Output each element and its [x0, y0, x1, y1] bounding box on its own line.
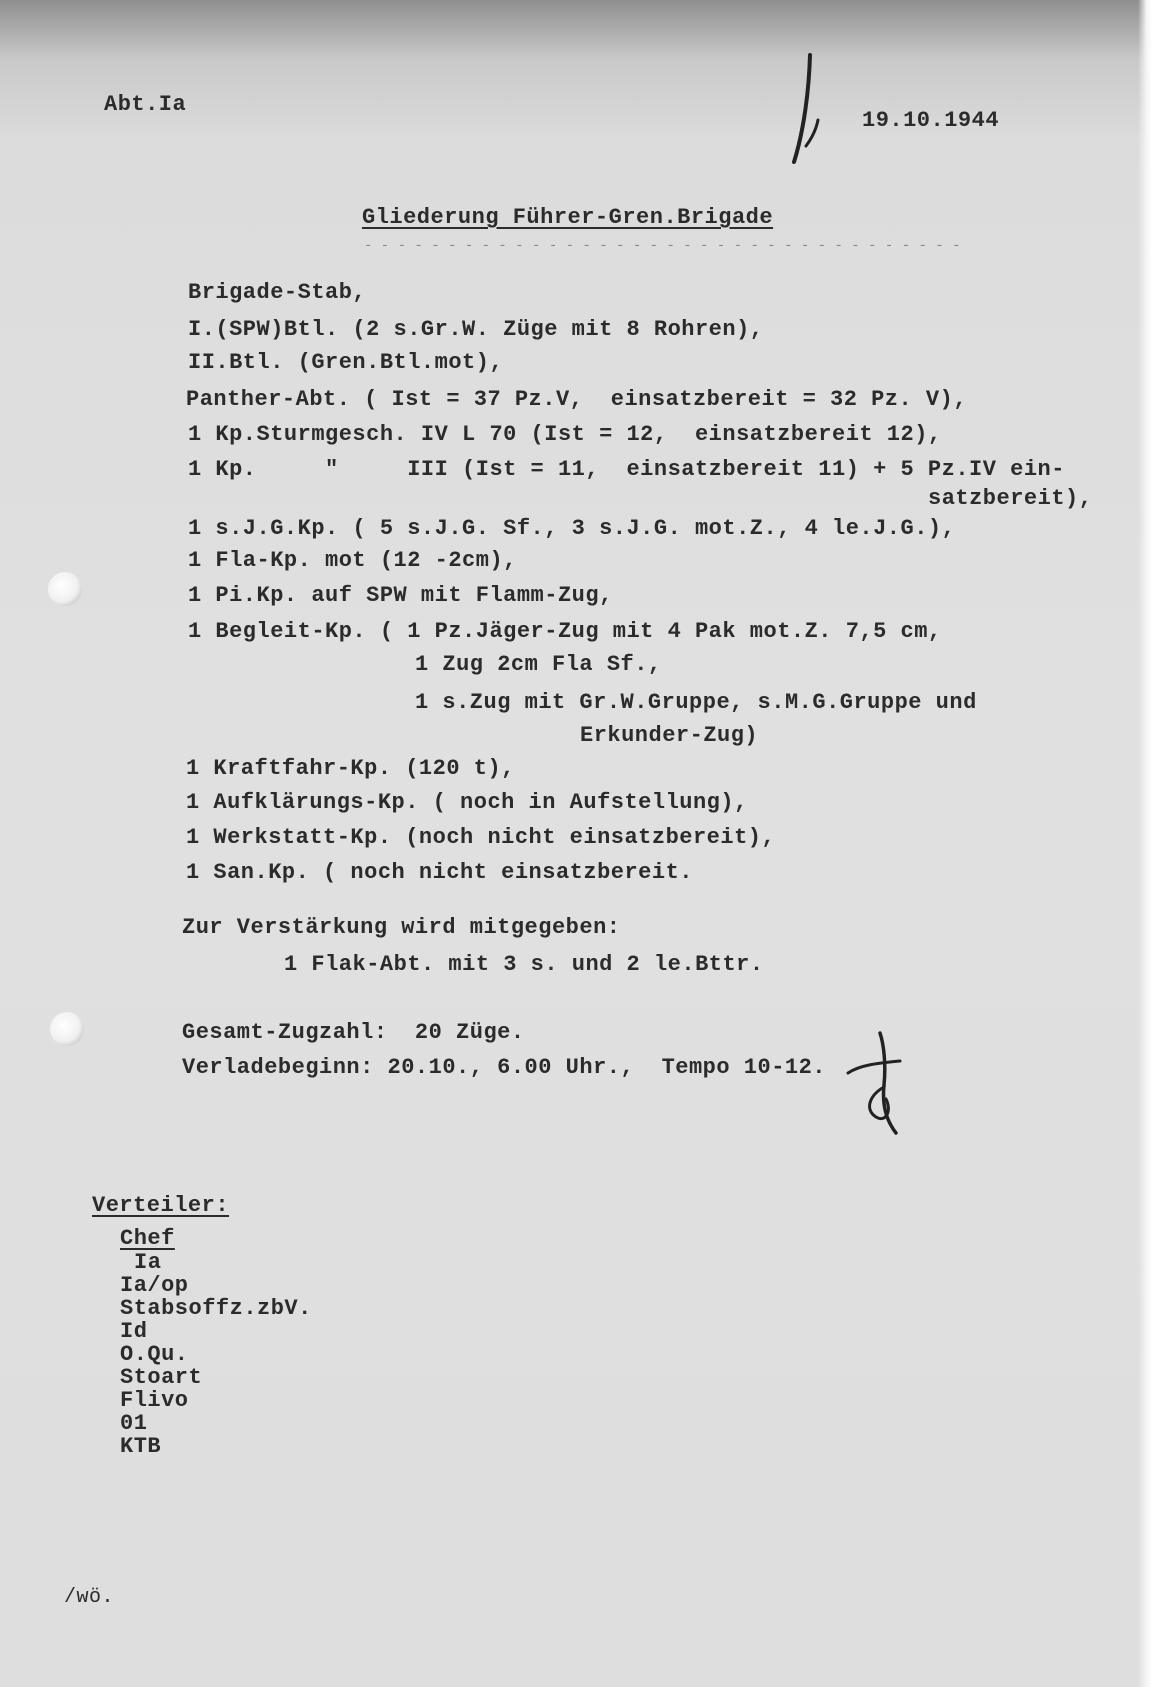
title-dotted-rule: - - - - - - - - - - - - - - - - - - - - - - - - - - - - - - - - - - - -	[364, 238, 961, 254]
distribution-recipient: Stoart	[120, 1365, 203, 1390]
distribution-recipient: Flivo	[120, 1388, 189, 1413]
unit-subline: Erkunder-Zug)	[580, 723, 759, 748]
distribution-recipient: Ia	[134, 1250, 162, 1275]
unit-line: II.Btl. (Gren.Btl.mot),	[188, 350, 504, 375]
distribution-recipient: Stabsoffz.zbV.	[120, 1296, 312, 1321]
distribution-recipient: O.Qu.	[120, 1342, 189, 1367]
loading-start: Verladebeginn: 20.10., 6.00 Uhr., Tempo 10-12.	[182, 1055, 827, 1080]
distribution-heading: Verteiler:	[92, 1193, 230, 1218]
unit-line-continuation: satzbereit),	[928, 486, 1093, 511]
unit-line: 1 Pi.Kp. auf SPW mit Flamm-Zug,	[188, 583, 613, 608]
total-count: Gesamt-Zugzahl: 20 Züge.	[182, 1020, 525, 1045]
punch-hole	[50, 1012, 84, 1046]
page-edge-shadow	[1138, 0, 1152, 1687]
distribution-recipient: Chef	[120, 1226, 175, 1251]
reinforcement-item: 1 Flak-Abt. mit 3 s. und 2 le.Bttr.	[284, 952, 764, 977]
punch-hole	[48, 572, 82, 606]
unit-line: 1 San.Kp. ( noch nicht einsatzbereit.	[186, 860, 693, 885]
unit-line: 1 Fla-Kp. mot (12 -2cm),	[188, 548, 517, 573]
unit-line: 1 Kp. " III (Ist = 11, einsatzbereit 11) + 5 Pz.IV ein-	[188, 457, 1065, 482]
distribution-recipient: KTB	[120, 1434, 162, 1459]
unit-subline: 1 s.Zug mit Gr.W.Gruppe, s.M.G.Gruppe und	[415, 690, 977, 715]
unit-subline: 1 Zug 2cm Fla Sf.,	[415, 652, 662, 677]
document-date: 19.10.1944	[862, 108, 1000, 133]
unit-line: 1 Werkstatt-Kp. (noch nicht einsatzbereit),	[186, 825, 776, 850]
department-label: Abt.Ia	[104, 92, 187, 117]
unit-line: 1 Begleit-Kp. ( 1 Pz.Jäger-Zug mit 4 Pak mot.Z. 7,5 cm,	[188, 619, 942, 644]
reinforcement-intro: Zur Verstärkung wird mitgegeben:	[182, 915, 621, 940]
handwritten-paraph	[840, 1025, 920, 1135]
handwritten-initial-mark	[780, 50, 840, 170]
unit-line: 1 s.J.G.Kp. ( 5 s.J.G. Sf., 3 s.J.G. mot.Z., 4 le.J.G.),	[188, 516, 956, 541]
distribution-recipient: 01	[120, 1411, 148, 1436]
unit-line: Panther-Abt. ( Ist = 37 Pz.V, einsatzbereit = 32 Pz. V),	[186, 387, 968, 412]
document-title: Gliederung Führer-Gren.Brigade	[362, 205, 774, 230]
typist-reference: /wö.	[64, 1586, 115, 1609]
unit-line: 1 Aufklärungs-Kp. ( noch in Aufstellung),	[186, 790, 748, 815]
unit-line: I.(SPW)Btl. (2 s.Gr.W. Züge mit 8 Rohren),	[188, 317, 764, 342]
unit-line: 1 Kp.Sturmgesch. IV L 70 (Ist = 12, einsatzbereit 12),	[188, 422, 942, 447]
distribution-recipient: Ia/op	[120, 1273, 189, 1298]
distribution-recipient: Id	[120, 1319, 148, 1344]
unit-line: Brigade-Stab,	[188, 280, 367, 305]
unit-line: 1 Kraftfahr-Kp. (120 t),	[186, 756, 515, 781]
